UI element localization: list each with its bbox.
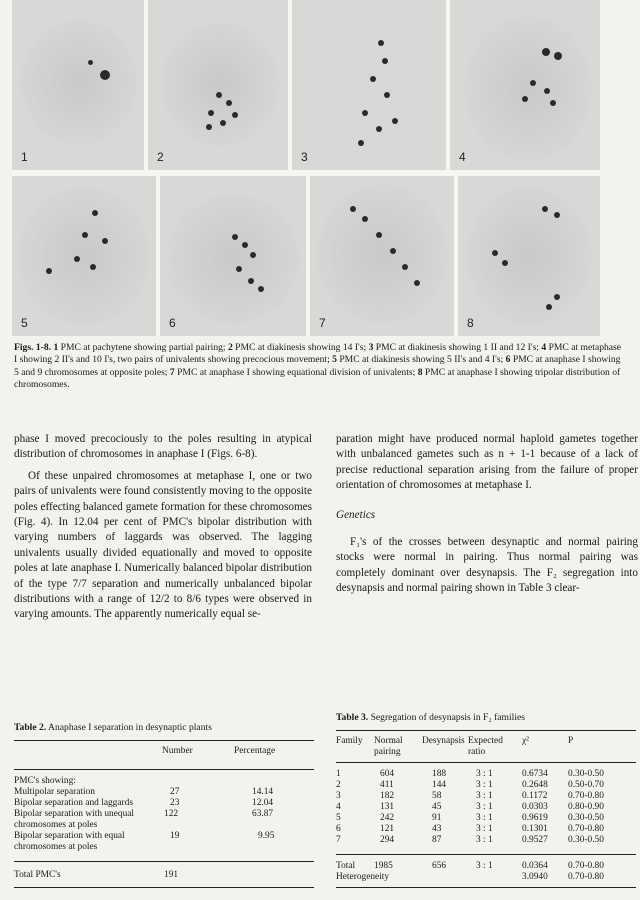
table3 [336, 736, 636, 888]
table-header-row: Number Percentage [162, 746, 276, 756]
paragraph: paration might have produced normal haploid gametes together with unbalanced gametes such as n + 1-1 because of a lack of precise reductional separation arising from the failure of proper orientation of chromosomes at metaphase I. [336, 433, 638, 492]
figure-caption [14, 342, 626, 392]
micrograph-4 [450, 0, 600, 170]
figure-label: 4 [459, 150, 466, 164]
caption-num: 5 [332, 354, 337, 366]
caption-num: 7 [169, 366, 175, 378]
caption-lead: Figs. 1-8. [14, 342, 52, 353]
table-rule [336, 730, 636, 731]
caption-num: 1 [53, 342, 59, 353]
micrograph-1 [12, 0, 144, 170]
micrograph-3 [292, 0, 446, 170]
micrograph-6 [160, 176, 306, 336]
caption-text: PMC at metaphase I showing 2 II's and 10 I's, two pairs of univalents showing precocious movement; [14, 342, 622, 366]
table-row: Bipolar separation and laggards 23 12.04 [14, 798, 274, 808]
table-row: 2 411 144 3 : 1 0.2648 0.50-0.70 [336, 780, 604, 790]
micrograph-5 [12, 176, 156, 336]
caption-num: 2 [227, 342, 233, 353]
caption-num: 6 [505, 354, 511, 366]
table2-title: Table 2. Anaphase I separation in desynaptic plants [14, 722, 212, 733]
section-heading: Genetics [336, 508, 376, 521]
table-total-row: Total PMC's 191 [14, 870, 179, 880]
table-heterogeneity-row: Heterogeneity 3.0940 0.70-0.80 [336, 872, 604, 882]
caption-num: 4 [541, 342, 547, 353]
figure-label: 3 [301, 150, 308, 164]
caption-text: PMC at pachytene showing partial pairing; [58, 342, 228, 353]
figure-plates [12, 0, 600, 336]
caption-text: PMC at diakinesis showing 5 II's and 4 I's; [336, 354, 506, 366]
table3-title: Table 3. Segregation of desynapsis in F₂ families [336, 712, 525, 723]
table-row: 1 604 188 3 : 1 0.6734 0.30-0.50 [336, 769, 604, 779]
table-row: 3 182 58 3 : 1 0.1172 0.70-0.80 [336, 791, 604, 801]
caption-text: PMC at anaphase I showing tripolar distribution of chromosomes. [14, 366, 621, 391]
table-row: Bipolar separation with unequal chromosomes at poles 122 63.87 [14, 809, 274, 830]
micrograph-8 [458, 176, 600, 336]
caption-num: 8 [417, 366, 423, 378]
micrograph-2 [148, 0, 288, 170]
table-row: 4 131 45 3 : 1 0.0303 0.80-0.90 [336, 802, 604, 812]
caption-text: PMC at anaphase I showing equational division of univalents; [174, 366, 418, 378]
table-row: 5 242 91 3 : 1 0.9619 0.30-0.50 [336, 813, 604, 823]
figure-label: 8 [467, 316, 474, 330]
table-row: 6 121 43 3 : 1 0.1301 0.70-0.80 [336, 824, 604, 834]
paragraph: phase I moved precociously to the poles resulting in atypical distribution of chromosomes in anaphase I (Figs. 6-8). [14, 433, 312, 461]
caption-text: PMC at diakinesis showing 1 II and 12 I's; [373, 342, 542, 353]
figure-label: 2 [157, 150, 164, 164]
table-rule [14, 740, 314, 741]
caption-num: 3 [368, 342, 374, 353]
figure-label: 6 [169, 316, 176, 330]
paragraph: Of these unpaired chromosomes at metaphase I, one or two pairs of univalents were found consistently moving to the opposite poles effecting balanced gamete formation for these chromosomes (Fig. 4). In 12.04 per cent of PMC's bipolar distribution with varying numbers of laggards was observed. The lagging univalents usually divided equationally and moved to opposite poles at late anaphase I. Numerically balanced bipolar distribution of the type 7/7 separation and numerically unbalanced bipolar distributions with a range of 12/2 to 8/6 types were observed in varying amounts. The apparently numerically equal se- [14, 469, 312, 621]
table-row: Bipolar separation with equal chromosomes at poles 19 9.95 [14, 831, 275, 852]
paragraph: F₁'s of the crosses between desynaptic and normal pairing stocks were normal in pairing. Thus normal pairing was completely dominant over desynapsis. The F₂ segregation into desynapsis and normal pairing shown in Table 3 clear- [336, 536, 638, 595]
table-row: Multipolar separation 27 14.14 [14, 787, 274, 797]
body-column-right [336, 432, 638, 603]
table-section-label: PMC's showing: [14, 776, 76, 786]
table2 [14, 746, 314, 888]
figure-label: 5 [21, 316, 28, 330]
table-row: 7 294 87 3 : 1 0.9527 0.30-0.50 [336, 835, 604, 845]
caption-text: PMC at diakinesis showing 14 I's; [232, 342, 369, 353]
figure-label: 1 [21, 150, 28, 164]
table-header-row: Family Normal pairing Desynapsis Expected ratio χ² P [336, 736, 574, 757]
caption-text: PMC at anaphase I showing 5 and 9 chromosomes at opposite poles; [14, 354, 621, 378]
micrograph-7 [310, 176, 454, 336]
body-column-left [14, 432, 312, 629]
table-total-row: Total 1985 656 3 : 1 0.0364 0.70-0.80 [336, 861, 604, 871]
figure-label: 7 [319, 316, 326, 330]
